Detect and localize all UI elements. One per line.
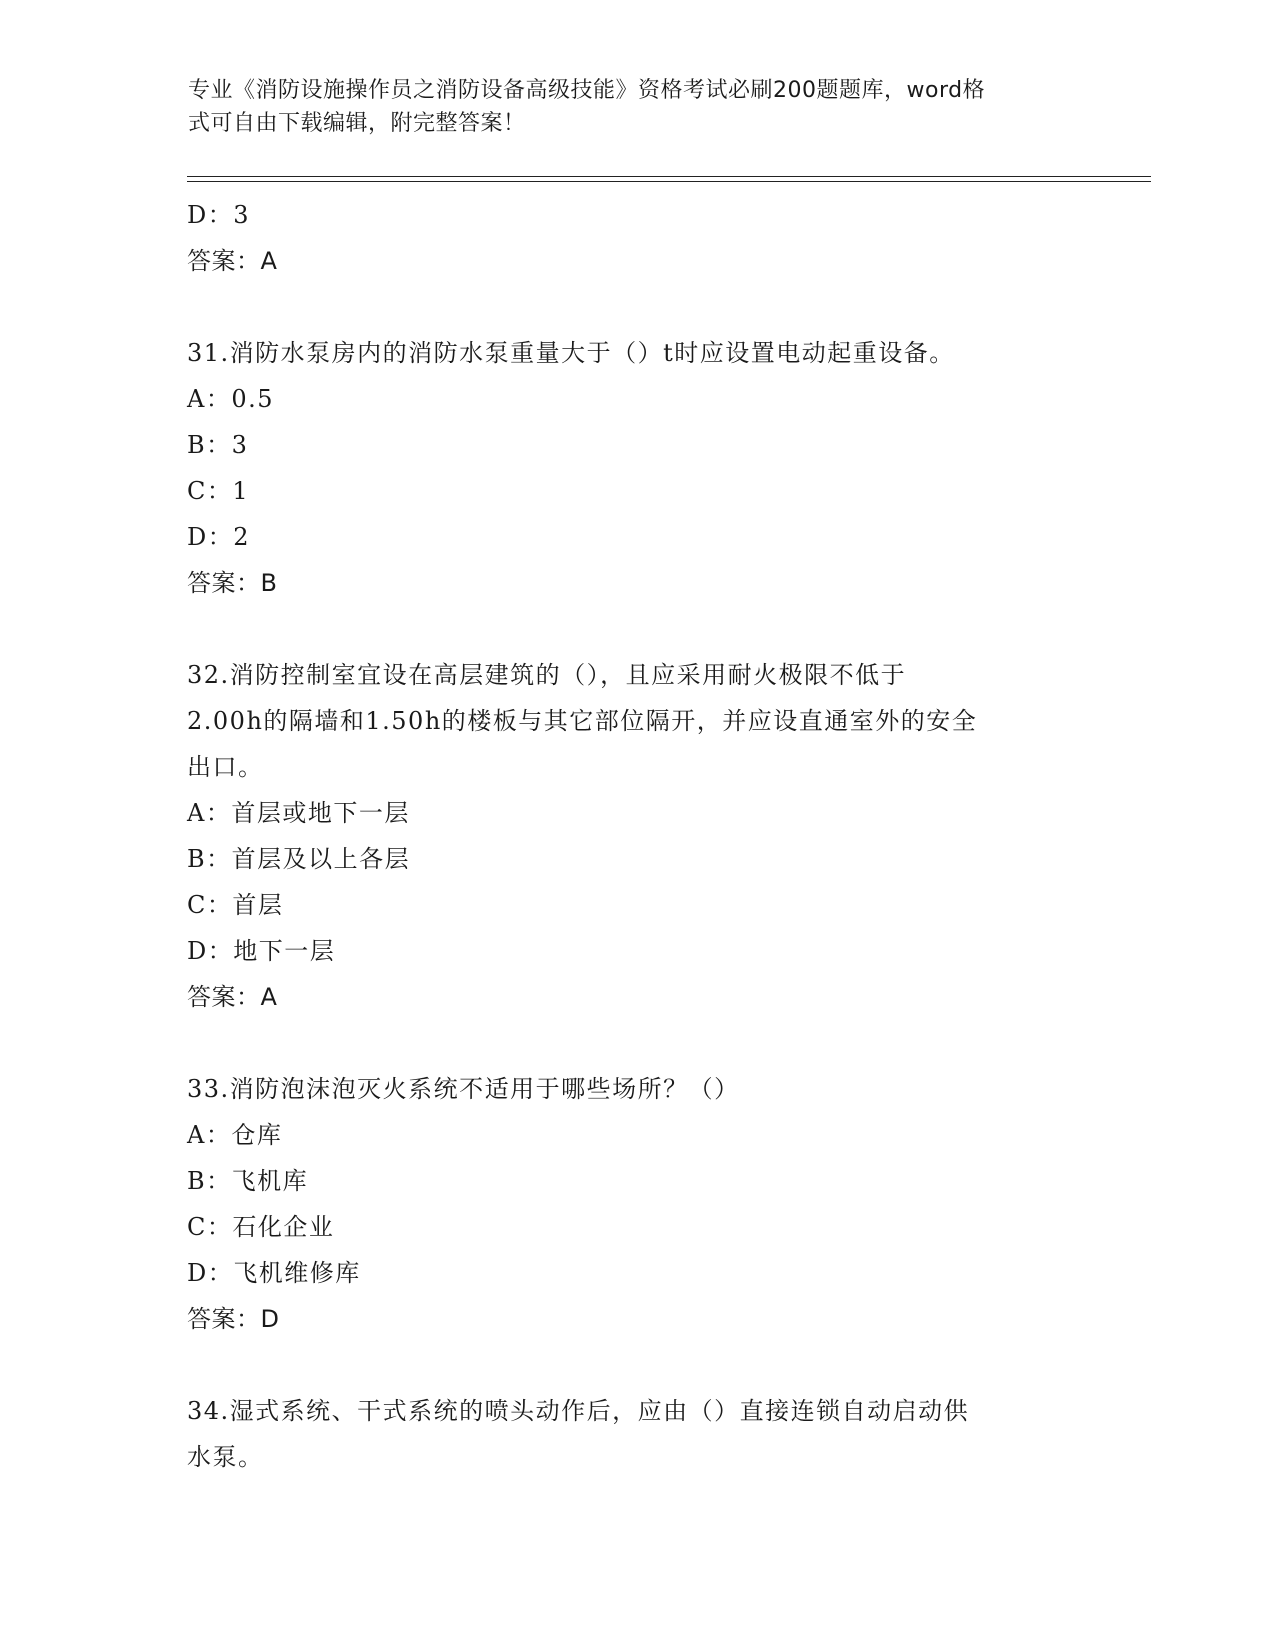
option-d: D：2: [187, 523, 251, 551]
option-a: A：首层或地下一层: [187, 799, 410, 827]
header-line-2: 式可自由下载编辑，附完整答案！: [188, 111, 526, 136]
option-d: D：地下一层: [187, 937, 336, 965]
option-b: B：3: [187, 431, 249, 459]
option-d: D：飞机维修库: [187, 1259, 361, 1287]
question-stem-line-1: 32.消防控制室宜设在高层建筑的（），且应采用耐火极限不低于: [187, 661, 907, 689]
question-stem: 31.消防水泵房内的消防水泵重量大于（）t时应设置电动起重设备。: [187, 339, 955, 367]
option-b: B：首层及以上各层: [187, 845, 411, 873]
previous-question-tail: [187, 192, 1087, 284]
option-c: C：首层: [187, 891, 284, 919]
answer-line: 答案：A: [187, 247, 278, 275]
header-line-1: 专业《消防设施操作员之消防设备高级技能》资格考试必刷200题题库，word格: [188, 78, 986, 103]
answer-line: 答案：D: [187, 1305, 280, 1333]
spacer: [187, 606, 1087, 652]
question-stem: [187, 1388, 1087, 1480]
question-stem-line-3: 出口。: [187, 753, 264, 781]
answer-line: 答案：A: [187, 983, 278, 1011]
question-33: [187, 1066, 1087, 1342]
spacer: [187, 1342, 1087, 1388]
answer-line: 答案：B: [187, 569, 278, 597]
spacer: [187, 284, 1087, 330]
spacer: [187, 1020, 1087, 1066]
question-stem-line-1: 34.湿式系统、干式系统的喷头动作后，应由（）直接连锁自动启动供: [187, 1397, 970, 1425]
option-b: B：飞机库: [187, 1167, 309, 1195]
option-a: A：仓库: [187, 1121, 283, 1149]
question-stem: [187, 652, 1087, 790]
question-32: [187, 652, 1087, 1020]
header-divider-top: [187, 176, 1151, 177]
header-divider-bottom: [187, 181, 1151, 182]
option-c: C：1: [187, 477, 250, 505]
question-stem: 33.消防泡沫泡灭火系统不适用于哪些场所？（）: [187, 1075, 740, 1103]
question-stem-line-2: 水泵。: [187, 1443, 264, 1471]
option-d: D：3: [187, 201, 251, 229]
document-header: [188, 74, 1068, 140]
question-31: [187, 330, 1087, 606]
question-stem-line-2: 2.00h的隔墙和1.50h的楼板与其它部位隔开，并应设直通室外的安全: [187, 707, 978, 735]
question-list: [187, 192, 1087, 1480]
question-34: [187, 1388, 1087, 1480]
option-c: C：石化企业: [187, 1213, 335, 1241]
option-a: A：0.5: [187, 385, 274, 413]
